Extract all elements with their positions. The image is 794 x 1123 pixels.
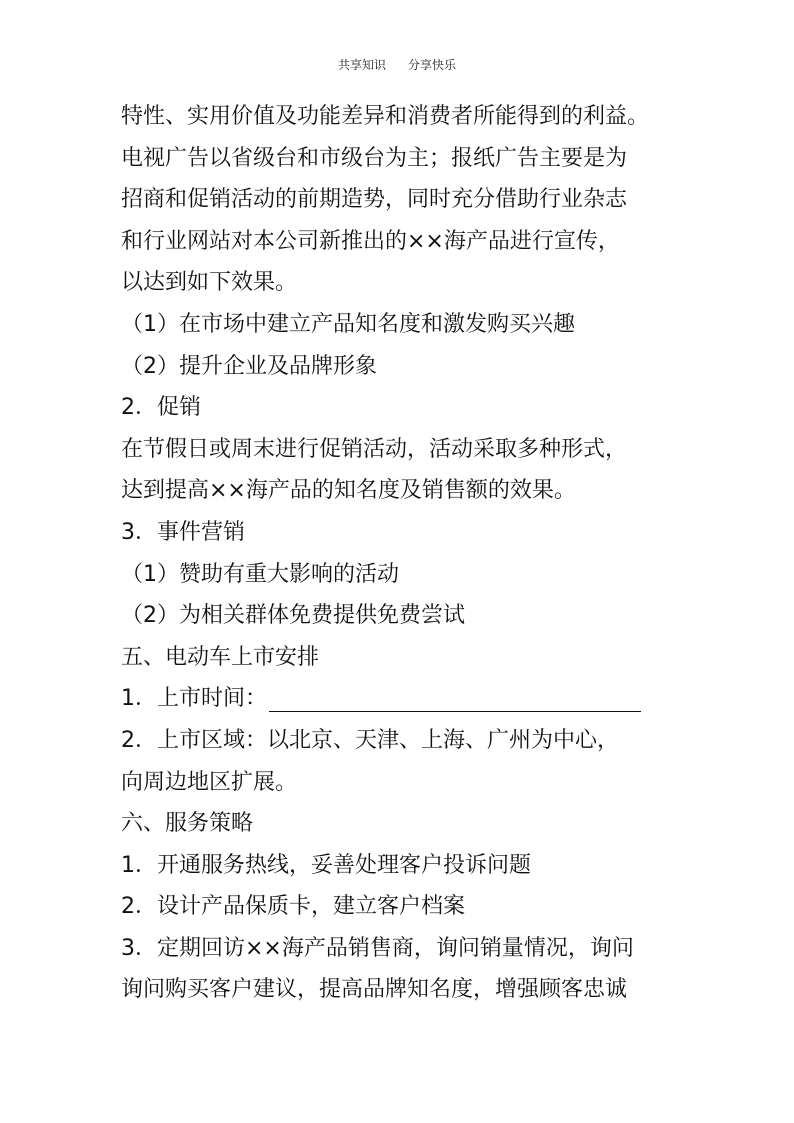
list-item: （2）为相关群体免费提供免费尝试 [121, 603, 465, 629]
paragraph-line: 在节假日或周末进行促销活动，活动采取多种形式， [121, 436, 628, 462]
paragraph-line: 询问购买客户建议，提高品牌知名度，增强顾客忠诚 [121, 977, 628, 1003]
section-heading: 3．事件营销 [121, 519, 245, 545]
page-header [0, 56, 794, 73]
paragraph-line: 2．上市区域：以北京、天津、上海、广州为中心， [121, 727, 619, 753]
launch-time-line [121, 678, 681, 720]
paragraph-line: 和行业网站对本公司新推出的××海产品进行宣传， [121, 228, 620, 254]
paragraph-line: 招商和促销活动的前期造势，同时充分借助行业杂志 [121, 187, 628, 213]
list-item: 3．定期回访××海产品销售商，询问销量情况，询问 [121, 935, 634, 961]
document-body [121, 96, 681, 1011]
header-right-text: 分享快乐 [408, 58, 457, 72]
list-item: （1）赞助有重大影响的活动 [121, 561, 399, 587]
section-heading: 2．促销 [121, 395, 201, 421]
chapter-heading: 六、服务策略 [121, 811, 254, 837]
header-left-text: 共享知识 [337, 58, 386, 72]
chapter-heading: 五、电动车上市安排 [121, 644, 320, 670]
fill-in-blank [269, 687, 641, 712]
paragraph-line: 达到提高××海产品的知名度及销售额的效果。 [121, 478, 576, 504]
list-item: （1）在市场中建立产品知名度和激发购买兴趣 [121, 311, 575, 337]
paragraph-line: 以达到如下效果。 [121, 270, 298, 296]
list-item: 2．设计产品保质卡，建立客户档案 [121, 894, 465, 920]
paragraph-line: 电视广告以省级台和市级台为主；报纸广告主要是为 [121, 145, 628, 171]
list-item: （2）提升企业及品牌形象 [121, 353, 377, 379]
list-item: 1．开通服务热线，妥善处理客户投诉问题 [121, 852, 531, 878]
launch-time-label: 1．上市时间： [121, 686, 267, 712]
paragraph-line: 向周边地区扩展。 [121, 769, 298, 795]
paragraph-line: 特性、实用价值及功能差异和消费者所能得到的利益。 [121, 104, 650, 129]
